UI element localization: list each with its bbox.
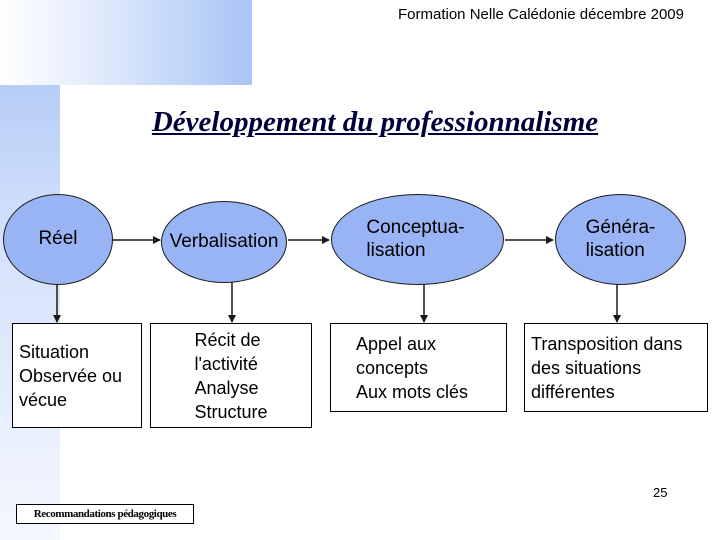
box-transposition	[524, 323, 708, 412]
node-verbalisation-label	[170, 231, 279, 254]
box-situation-line-2: Observée ou	[19, 365, 123, 386]
box-appel-line-1: Appel aux	[356, 333, 437, 354]
page-number: 25	[653, 485, 668, 500]
node-reel	[3, 194, 113, 285]
box-recit-line-3: Analyse	[194, 377, 259, 398]
box-recit-line-2: l'activité	[194, 353, 258, 374]
node-conceptualisation-line-2: lisation	[366, 239, 426, 261]
node-verbalisation-line-1: Verbalisation	[169, 230, 279, 252]
box-situation-line-3: vécue	[19, 389, 68, 410]
box-transposition-line-3: différentes	[531, 381, 615, 402]
node-generalisation-line-2: lisation	[585, 239, 645, 261]
box-recit-line-1: Récit de	[194, 329, 261, 350]
box-situation	[12, 323, 142, 428]
header-text: Formation Nelle Calédonie décembre 2009	[398, 6, 684, 23]
node-generalisation	[555, 194, 686, 285]
node-generalisation-label	[586, 217, 656, 263]
box-recit	[150, 323, 312, 428]
box-recit-line-4: Structure	[194, 401, 268, 422]
node-reel-label	[38, 228, 77, 251]
box-appel-line-3: Aux mots clés	[356, 381, 469, 402]
box-appel-line-2: concepts	[356, 357, 429, 378]
box-appel	[330, 323, 507, 412]
node-verbalisation	[161, 201, 287, 283]
node-generalisation-line-1: Généra-	[585, 216, 656, 238]
box-situation-line-1: Situation	[19, 341, 90, 362]
box-transposition-line-2: des situations	[531, 357, 642, 378]
slide-title: Développement du professionnalisme	[151, 106, 599, 138]
node-conceptualisation-line-1: Conceptua-	[366, 216, 465, 238]
footer-label: Recommandations pédagogiques	[16, 504, 194, 524]
node-conceptualisation	[331, 194, 504, 285]
box-transposition-line-1: Transposition dans	[531, 333, 683, 354]
node-reel-line-1: Réel	[38, 228, 78, 250]
box-recit-text	[194, 328, 267, 424]
node-conceptualisation-label	[366, 217, 464, 263]
